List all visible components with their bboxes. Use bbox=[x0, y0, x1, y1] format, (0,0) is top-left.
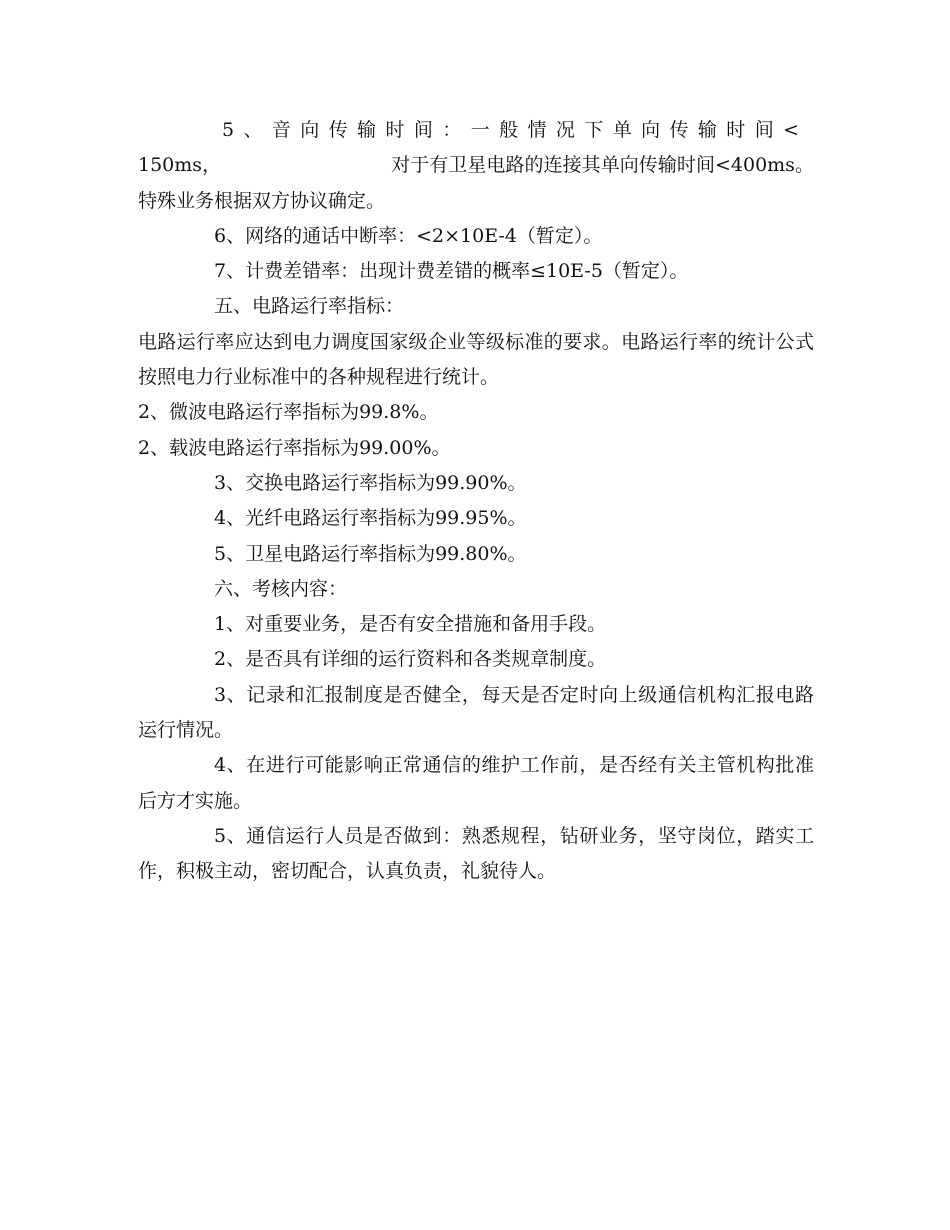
list-item-fiber-rate: 4、光纤电路运行率指标为99.95%。 bbox=[214, 507, 527, 530]
paragraph-transmission-time-lead: 5、音向传输时间：一般情况下单向传输时间< bbox=[222, 119, 809, 141]
list-item-assessment-4: 4、在进行可能影响正常通信的维护工作前，是否经有关主管机构批准后方才实施。 bbox=[138, 754, 814, 812]
document-page bbox=[138, 113, 814, 890]
list-item-microwave-rate: 2、微波电路运行率指标为99.8%。 bbox=[138, 401, 439, 424]
list-item-satellite-rate: 5、卫星电路运行率指标为99.80%。 bbox=[214, 542, 527, 565]
paragraph-interruption-rate: 6、网络的通话中断率：<2×10E-4（暂定）。 bbox=[214, 224, 603, 247]
list-item-assessment-3: 3、记录和汇报制度是否健全，每天是否定时向上级通信机构汇报电路运行情况。 bbox=[138, 683, 814, 742]
list-item-assessment-2: 2、是否具有详细的运行资料和各类规章制度。 bbox=[214, 648, 607, 671]
paragraph-transmission-time bbox=[138, 113, 814, 219]
list-item-carrier-rate: 2、载波电路运行率指标为99.00%。 bbox=[138, 436, 451, 459]
section-heading-circuit-rate: 五、电路运行率指标： bbox=[214, 295, 405, 318]
list-item-assessment-5: 5、通信运行人员是否做到：熟悉规程，钻研业务，坚守岗位，踏实工作，积极主动，密切配合，认真负责，礼貌待人。 bbox=[138, 824, 814, 883]
section-heading-assessment: 六、考核内容： bbox=[214, 577, 348, 600]
paragraph-circuit-rate-body: 电路运行率应达到电力调度国家级企业等级标准的要求。电路运行率的统计公式按照电力行业标准中的各种规程进行统计。 bbox=[138, 330, 814, 389]
paragraph-transmission-time-value: 150ms， bbox=[138, 154, 222, 177]
paragraph-billing-error-rate: 7、计费差错率：出现计费差错的概率≤10E-5（暂定）。 bbox=[214, 260, 689, 283]
paragraph-transmission-time-rest: 对于有卫星电路的连接其单向传输时间<400ms。特殊业务根据双方协议确定。 bbox=[138, 154, 814, 212]
list-item-switching-rate: 3、交换电路运行率指标为99.90%。 bbox=[214, 471, 527, 494]
list-item-assessment-1: 1、对重要业务，是否有安全措施和备用手段。 bbox=[214, 613, 607, 636]
